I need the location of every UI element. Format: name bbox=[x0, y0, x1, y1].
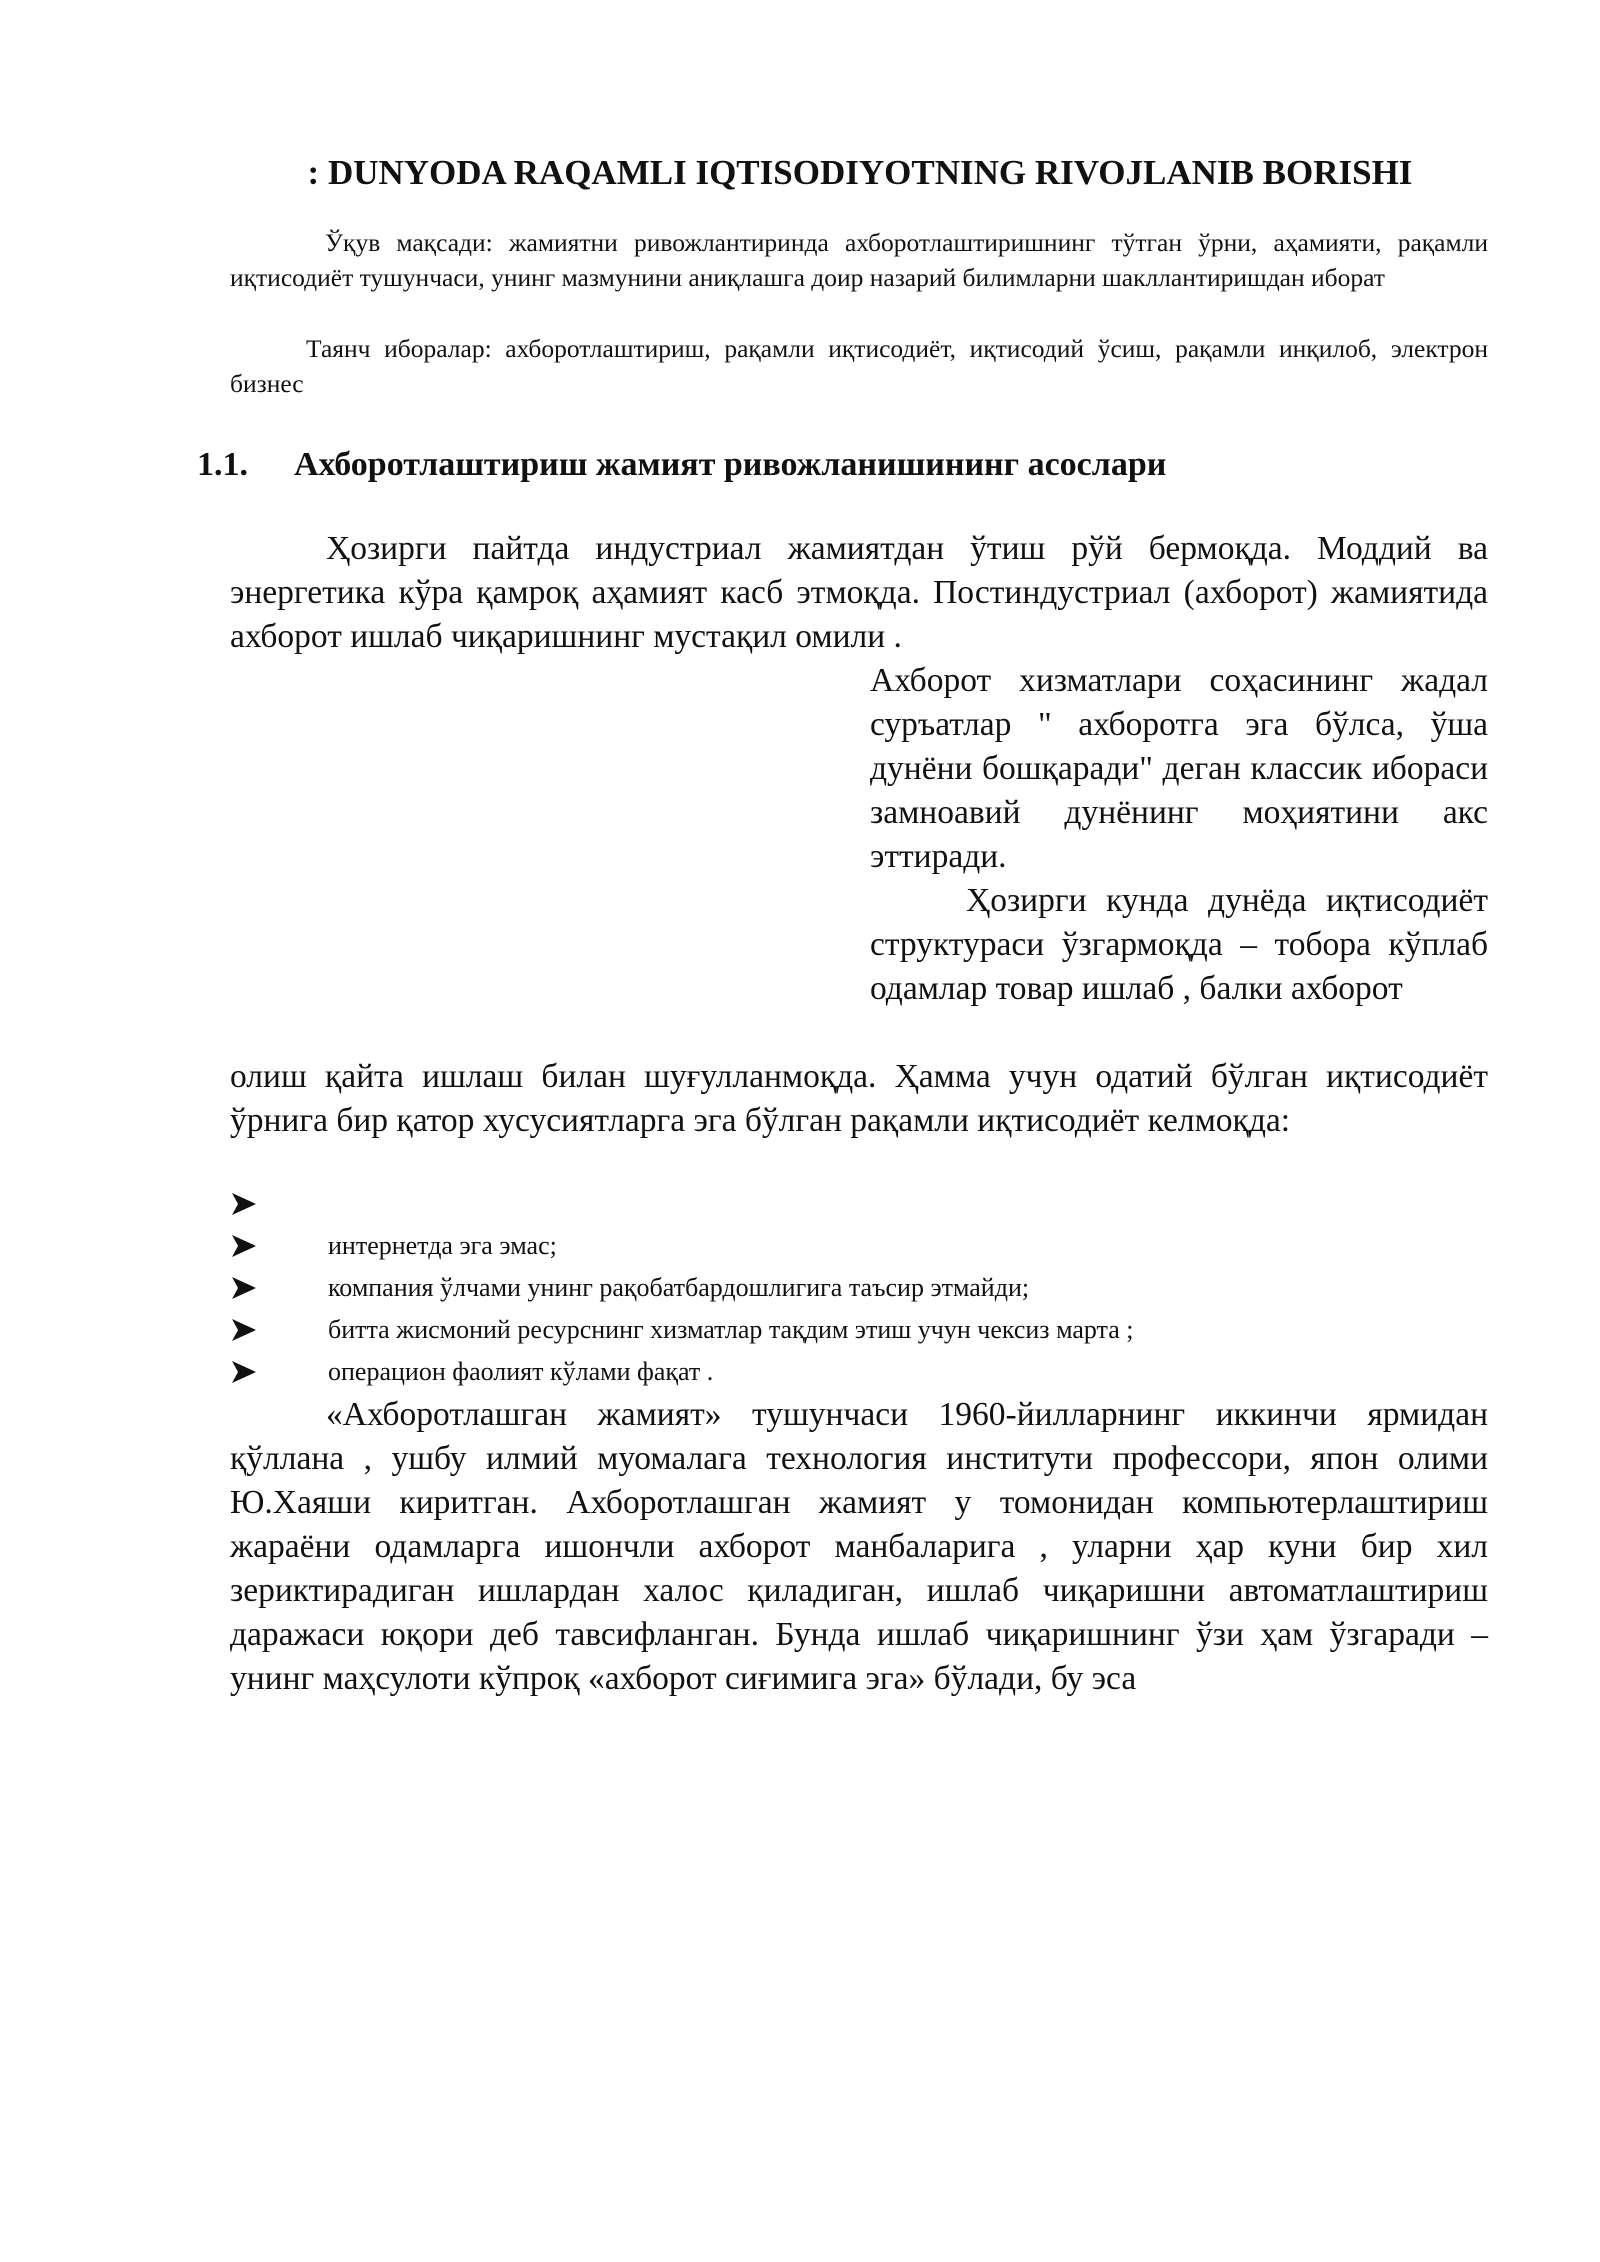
intro-paragraph: Ҳозирги пайтда индустриал жамиятдан ўтиш рўй бермоқда. Моддий ва энергетика кўра қамроқ аҳамият касб этмоқда. Постиндустриал (ахборот) жамиятида ахборот ишлаб чиқаришнинг мустақил омили . bbox=[230, 530, 1488, 655]
list-item bbox=[230, 1267, 1488, 1309]
list-item bbox=[230, 1225, 1488, 1267]
right-column-paragraph: Ахборот хизматлари соҳасининг жадал суръатлар " ахборотга эга бўлса, ўша дунёни бошқаради" деган классик ибораси замноавий дунёнинг моҳиятини акс эттиради. bbox=[870, 662, 1488, 875]
bullet-list bbox=[230, 1183, 1488, 1393]
arrowhead-bullet-icon bbox=[230, 1359, 258, 1385]
learning-objective: Ўқув мақсади: жамиятни ривожлантиринда ахборотлаштиришнинг тўтган ўрни, аҳамияти, рақамли иқтисодиёт тушунчаси, унинг мазмунини аниқлашга доир назарий билимларни шакллантиришдан иборат bbox=[230, 228, 1488, 292]
list-item-text: операцион фаолият кўлами фақат . bbox=[328, 1357, 714, 1386]
arrowhead-bullet-icon bbox=[230, 1317, 258, 1343]
document-title: : DUNYODA RAQAMLI IQTISODIYOTNING RIVOJLANIB BORISHI bbox=[307, 153, 1413, 192]
section-heading bbox=[197, 442, 1397, 488]
list-item bbox=[230, 1351, 1488, 1393]
informatized-society-paragraph: «Ахборотлашган жамият» тушунчаси 1960-йилларнинг иккинчи ярмидан қўллана , ушбу илмий муомалага технология институти профессори, япон олими Ю.Хаяши киритган. Ахборотлашган жамият у томонидан компьютерлаштириш жараёни одамларга ишончли ахборот манбаларига , уларни ҳар куни бир хил зериктирадиган ишлардан халос қиладиган, ишлаб чиқаришни автоматлаштириш даражаси юқори деб тавсифланган. Бунда ишлаб чиқаришнинг ўзи ҳам ўзгаради – унинг маҳсулоти кўпроқ «ахборот сиғимига эга» бўлади, бу эса bbox=[230, 1396, 1488, 1697]
list-item bbox=[230, 1183, 1488, 1225]
arrowhead-bullet-icon bbox=[230, 1191, 258, 1217]
arrowhead-bullet-icon bbox=[230, 1275, 258, 1301]
arrowhead-bullet-icon bbox=[230, 1233, 258, 1259]
right-column-paragraph: Ҳозирги кунда дунёда иқтисодиёт структураси ўзгармоқда – тобора кўплаб одамлар товар ишлаб , балки ахборот bbox=[870, 882, 1488, 1007]
continuation-paragraph: олиш қайта ишлаш билан шуғулланмоқда. Ҳамма учун одатий бўлган иқтисодиёт ўрнига бир қатор хусусиятларга эга бўлган рақамли иқтисодиёт келмоқда: bbox=[230, 1058, 1488, 1139]
section-title: Ахборотлаштириш жамият ривожланишининг асослари bbox=[294, 446, 1167, 483]
list-item-text: интернетда эга эмас; bbox=[328, 1231, 557, 1260]
key-terms: Таянч иборалар: ахборотлаштириш, рақамли иқтисодиёт, иқтисодий ўсиш, рақамли инқилоб, электрон бизнес bbox=[230, 334, 1488, 398]
list-item-text: компания ўлчами унинг рақобатбардошлигига таъсир этмайди; bbox=[328, 1273, 1030, 1302]
list-item-text: битта жисмоний ресурснинг хизматлар тақдим этиш учун чексиз марта ; bbox=[328, 1315, 1134, 1344]
list-item bbox=[230, 1309, 1488, 1351]
right-column-text bbox=[870, 659, 1488, 1011]
section-number: 1.1. bbox=[197, 446, 248, 483]
